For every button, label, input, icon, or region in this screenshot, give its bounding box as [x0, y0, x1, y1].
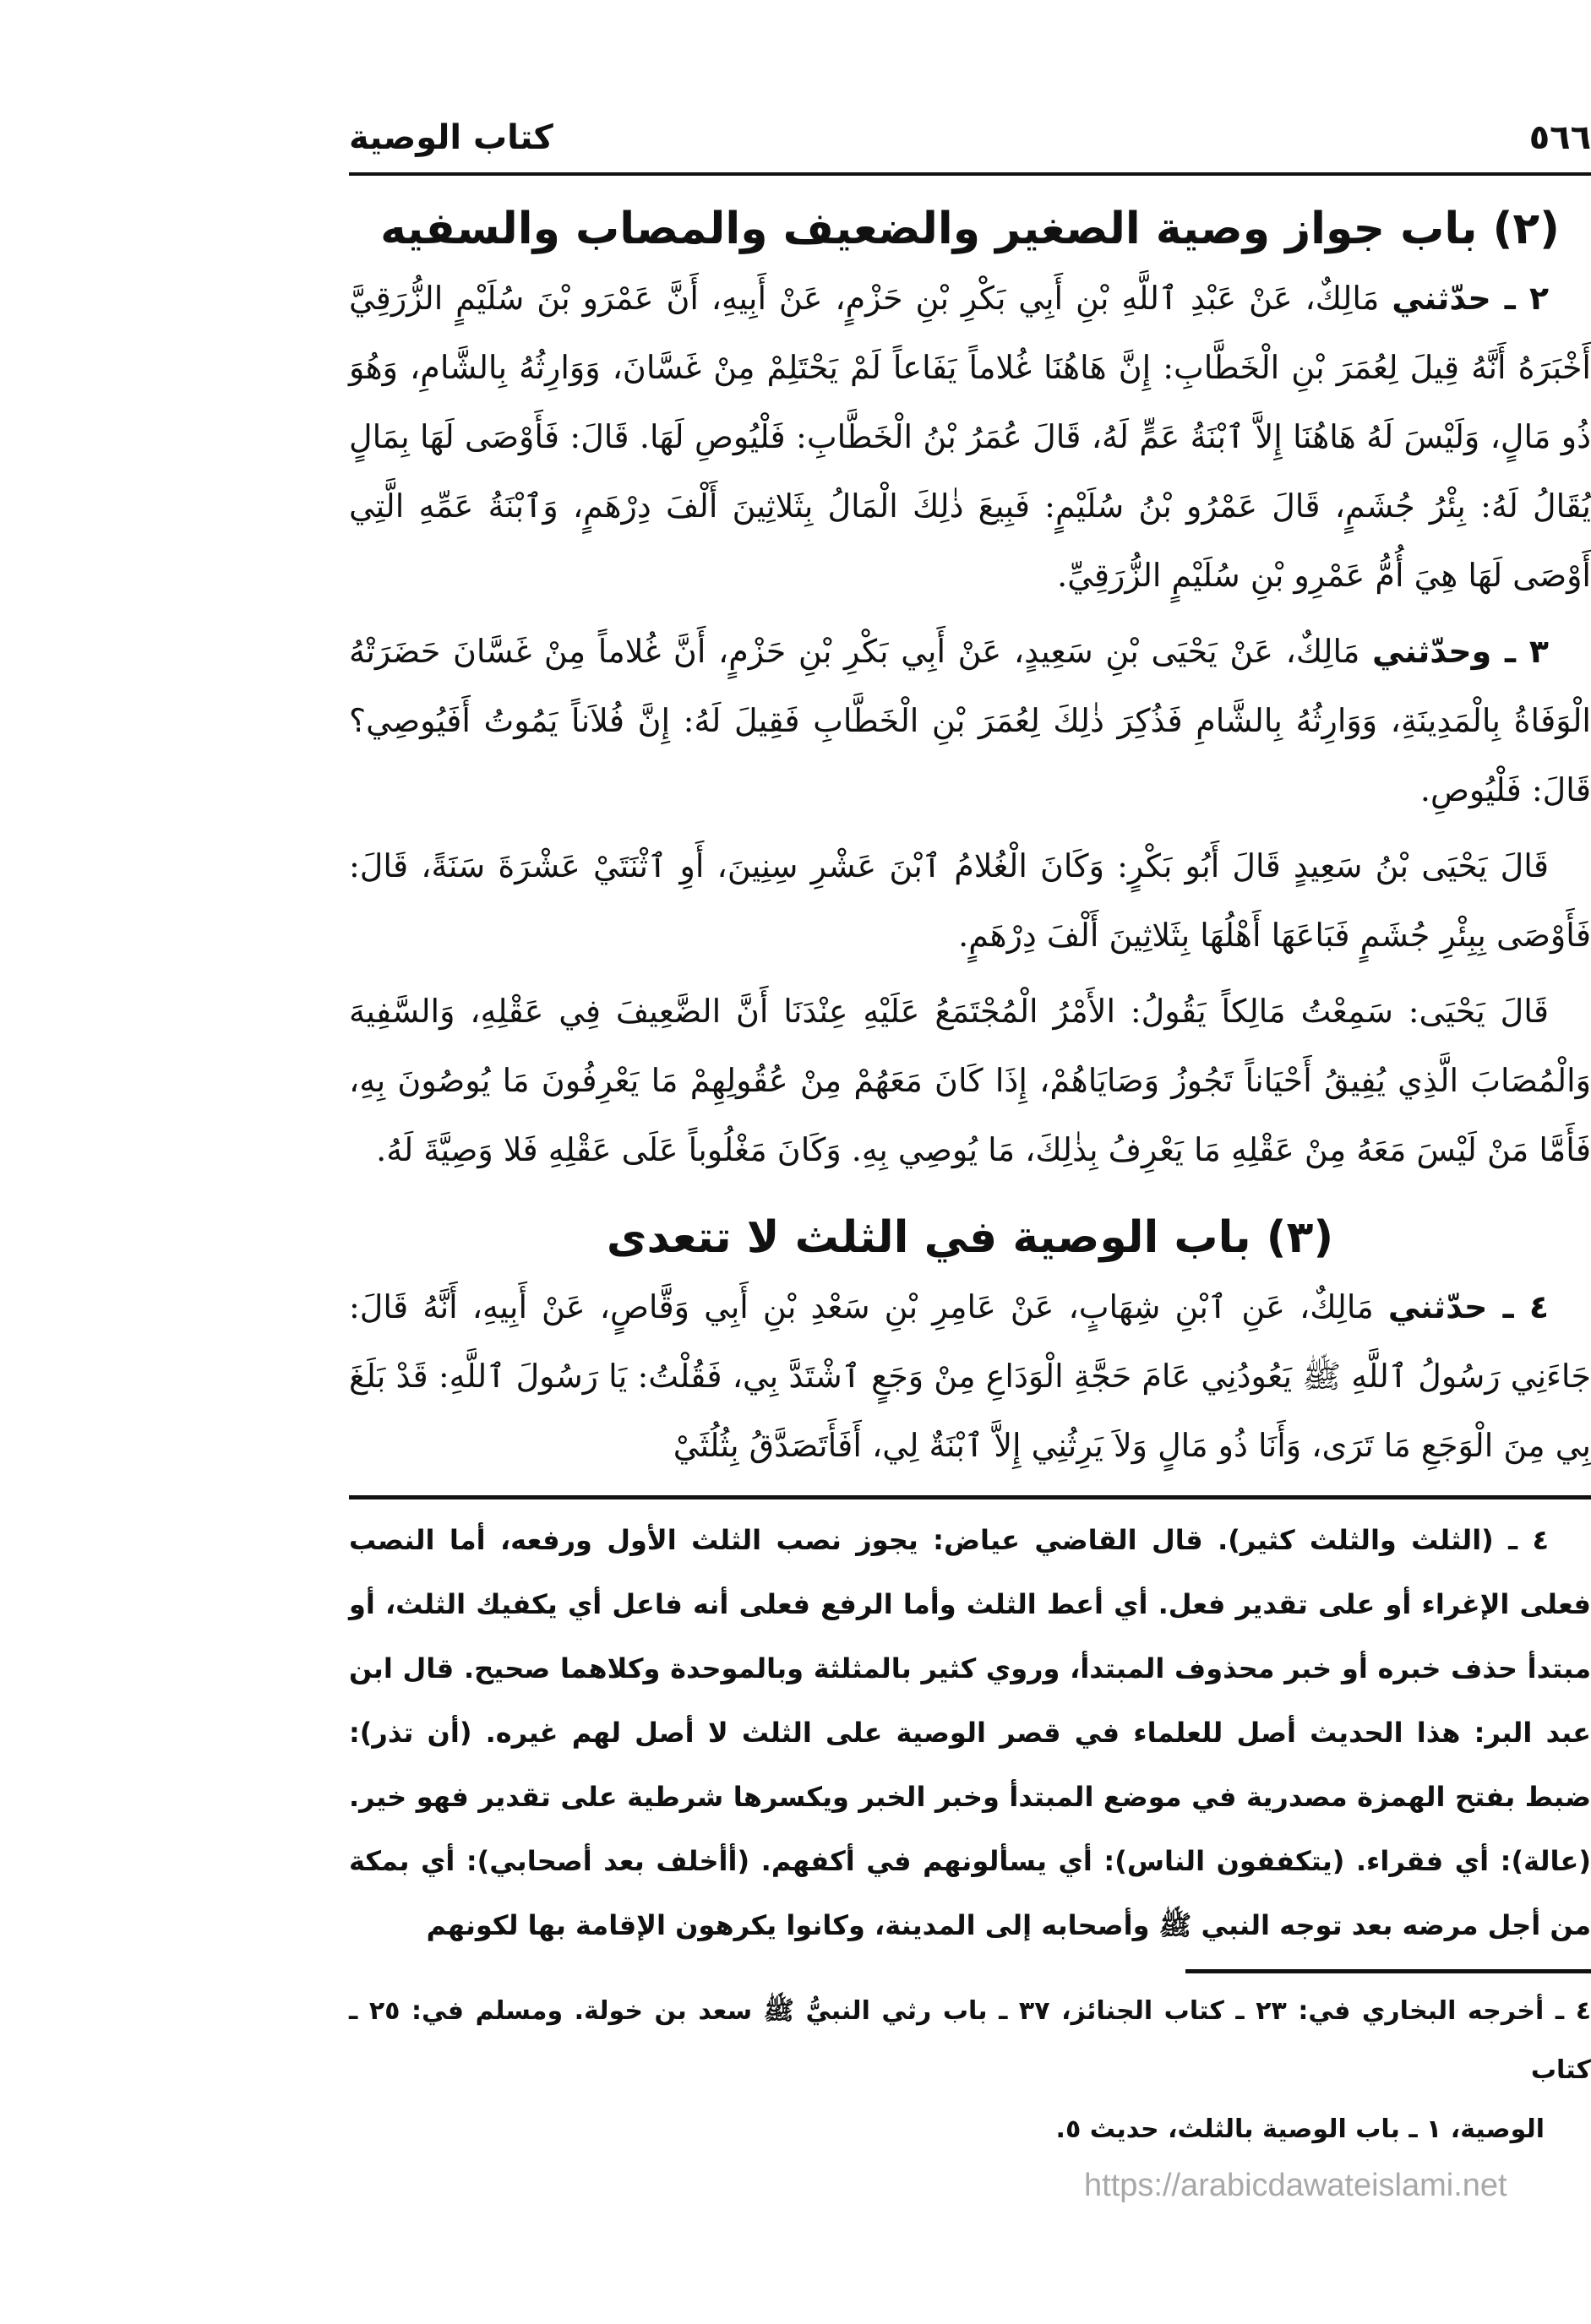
hadith-4 — [349, 1272, 1591, 1480]
chapter-2-title: (٢) باب جواز وصية الصغير والضعيف والمصاب والسفيه — [380, 204, 1560, 254]
hadith-2-text: مَالِكٌ، عَنْ عَبْدِ ٱللَّهِ بْنِ أَبِي بَكْرِ بْنِ حَزْمٍ، عَنْ أَبِيهِ، أَنَّ عَمْرَو بْنَ سُلَيْمٍ الزُّرَقِيَّ أَخْبَرَهُ أَنَّهُ قِيلَ لِعُمَرَ بْنِ الْخَطَّابِ: إِنَّ هَاهُنَا غُلاماً يَفَاعاً لَمْ يَحْتَلِمْ مِنْ غَسَّانَ، وَوَارِثُهُ بِالشَّامِ، وَهُوَ ذُو مَالٍ، وَلَيْسَ لَهُ هَاهُنَا إِلاَّ ٱبْنَةُ عَمٍّ لَهُ، قَالَ عُمَرُ بْنُ الْخَطَّابِ: فَلْيُوصِ لَهَا. قَالَ: فَأَوْصَى لَهَا بِمَالٍ يُقَالُ لَهُ: بِئْرُ جُشَمٍ، قَالَ عَمْرُو بْنُ سُلَيْمٍ: فَبِيعَ ذٰلِكَ الْمَالُ بِثَلاثِينَ أَلْفَ دِرْهَمٍ، وَٱبْنَةُ عَمِّهِ الَّتِي أَوْصَى لَهَا هِيَ أُمُّ عَمْرِو بْنِ سُلَيْمٍ الزُّرَقِيِّ. — [349, 280, 1591, 594]
sources — [349, 1982, 1591, 2159]
hadith-2-lead: ٢ ـ حدّثني — [1392, 280, 1550, 317]
commentary — [349, 1508, 1591, 1957]
sources-line-2: الوصية، ١ ـ باب الوصية بالثلث، حديث ٥. — [1055, 2114, 1545, 2144]
header-rule — [349, 172, 1591, 176]
yahya-note-text: قَالَ يَحْيَى بْنُ سَعِيدٍ قَالَ أَبُو بَكْرٍ: وَكَانَ الْغُلامُ ٱبْنَ عَشْرِ سِنِينَ، أَوِ ٱثْنَتَيْ عَشْرَةَ سَنَةً، قَالَ: فَأَوْصَى بِبِئْرِ جُشَمٍ فَبَاعَهَا أَهْلُهَا بِثَلاثِينَ أَلْفَ دِرْهَمٍ. — [349, 847, 1591, 954]
hadith-2 — [349, 264, 1591, 610]
hadith-4-lead: ٤ ـ حدّثني — [1387, 1288, 1550, 1325]
footnote-rule — [349, 1495, 1591, 1499]
page-number: ٥٦٦ — [1528, 118, 1591, 157]
hadith-4-text: مَالِكٌ، عَنِ ٱبْنِ شِهَابٍ، عَنْ عَامِرِ بْنِ سَعْدِ بْنِ أَبِي وَقَّاصٍ، عَنْ أَبِيهِ، أَنَّهُ قَالَ: جَاءَنِي رَسُولُ ٱللَّهِ ﷺ يَعُودُنِي عَامَ حَجَّةِ الْوَدَاعِ مِنْ وَجَعٍ ٱشْتَدَّ بِي، فَقُلْتُ: يَا رَسُولَ ٱللَّهِ: قَدْ بَلَغَ بِي مِنَ الْوَجَعِ مَا تَرَى، وَأَنَا ذُو مَالٍ وَلاَ يَرِثُنِي إِلاَّ ٱبْنَةٌ لِي، أَفَأَتَصَدَّقُ بِثُلُثَيْ — [349, 1288, 1591, 1464]
malik-ruling — [349, 977, 1591, 1184]
hadith-3-text: مَالِكٌ، عَنْ يَحْيَى بْنِ سَعِيدٍ، عَنْ أَبِي بَكْرِ بْنِ حَزْمٍ، أَنَّ غُلاماً مِنْ غَسَّانَ حَضَرَتْهُ الْوَفَاةُ بِالْمَدِينَةِ، وَوَارِثُهُ بِالشَّامِ فَذُكِرَ ذٰلِكَ لِعُمَرَ بْنِ الْخَطَّابِ فَقِيلَ لَهُ: إِنَّ فُلاَناً يَمُوتُ أَفَيُوصِي؟ قَالَ: فَلْيُوصِ. — [349, 633, 1591, 808]
commentary-text: ٤ ـ (الثلث والثلث كثير). قال القاضي عياض: يجوز نصب الثلث الأول ورفعه، أما النصب فعلى الإغراء أو على تقدير فعل. أي أعط الثلث وأما الرفع فعلى أنه فاعل أي يكفيك الثلث، أو مبتدأ حذف خبره أو خبر محذوف المبتدأ، وروي كثير بالمثلثة وبالموحدة وكلاهما صحيح. قال ابن عبد البر: هذا الحديث أصل للعلماء في قصر الوصية على الثلث لا أصل لهم غيره. (أن تذر): ضبط بفتح الهمزة مصدرية في موضع المبتدأ وخبر الخبر ويكسرها شرطية على تقدير فهو خير. (عالة): أي فقراء. (يتكففون الناس): أي يسألونهم في أكفهم. (أأخلف بعد أصحابي): أي بمكة من أجل مرضه بعد توجه النبي ﷺ وأصحابه إلى المدينة، وكانوا يكرهون الإقامة بها لكونهم — [349, 1524, 1591, 1941]
book-page — [349, 0, 1591, 2238]
malik-ruling-text: قَالَ يَحْيَى: سَمِعْتُ مَالِكاً يَقُولُ: الأَمْرُ الْمُجْتَمَعُ عَلَيْهِ عِنْدَنَا أَنَّ الضَّعِيفَ فِي عَقْلِهِ، وَالسَّفِيهَ وَالْمُصَابَ الَّذِي يُفِيقُ أَحْيَاناً تَجُوزُ وَصَايَاهُمْ، إِذَا كَانَ مَعَهُمْ مِنْ عُقُولِهِمْ مَا يَعْرِفُونَ مَا يُوصُونَ بِهِ، فَأَمَّا مَنْ لَيْسَ مَعَهُ مِنْ عَقْلِهِ مَا يَعْرِفُ بِذٰلِكَ، مَا يُوصِي بِهِ. وَكَانَ مَغْلُوباً عَلَى عَقْلِهِ فَلا وَصِيَّةَ لَهُ. — [349, 993, 1591, 1168]
running-header — [349, 108, 1591, 167]
sources-rule — [1185, 1969, 1591, 1973]
chapter-3-title: (٣) باب الوصية في الثلث لا تتعدى — [606, 1212, 1334, 1263]
yahya-note — [349, 831, 1591, 970]
book-title: كتاب الوصية — [349, 118, 553, 157]
sources-line-1: ٤ ـ أخرجه البخاري في: ٢٣ ـ كتاب الجنائز، ٣٧ ـ باب رثي النبيُّ ﷺ سعد بن خولة. ومسلم في: ٢٥ ـ كتاب — [349, 1996, 1591, 2085]
hadith-3-lead: ٣ ـ وحدّثني — [1372, 633, 1549, 670]
watermark-url: https://arabicdawateislami.net — [1084, 2168, 1507, 2203]
hadith-3 — [349, 617, 1591, 825]
